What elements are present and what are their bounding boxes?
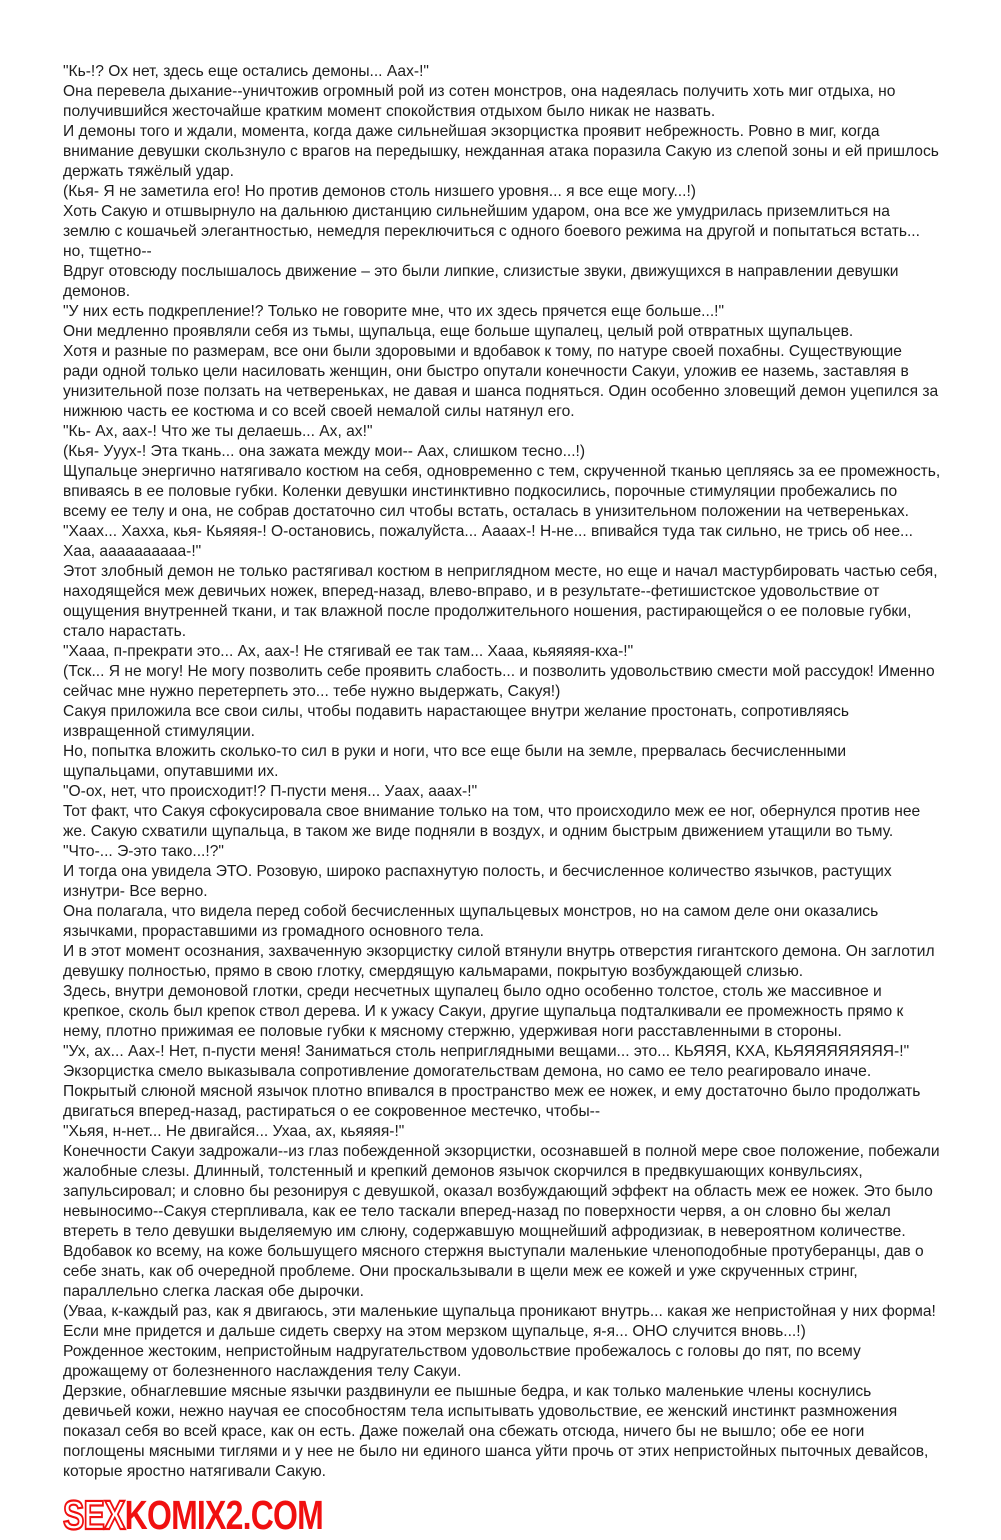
- paragraph: Экзорцистка смело выказывала сопротивление домогательствам демона, но само ее тело реагировало иначе.: [63, 1063, 872, 1080]
- paragraph: (Кья- Ууух-! Эта ткань... она зажата между мои-- Аах, слишком тесно...!): [63, 443, 586, 460]
- paragraph: Щупальце энергично натягивало костюм на себя, одновременно с тем, скрученной тканью цепляясь за ее промежность, впиваясь в ее половые губки. Коленки девушки инстинктивно подкосились, порочные стимуляции пробежались по всему ее телу и она, не собрав достаточно сил чтобы встать, осталась в унизительном положении на четвереньках.: [63, 463, 941, 520]
- paragraph: Дерзкие, обнаглевшие мясные язычки раздвинули ее пышные бедра, и как только маленькие члены коснулись девичьей кожи, нежно научая ее способностям тела испытывать удовольствие, ее женский инстинкт размножения показал себя во всей красе, как он есть. Даже пожелай она сбежать отсюда, ничего бы не вышло; обе ее ноги поглощены мясными тиглями и у нее не было ни единого шанса уйти прочь от этих непристойных пыточных девайсов, которые яростно натягивали Сакую.: [63, 1383, 929, 1480]
- paragraph: "Ух, ах... Аах-! Нет, п-пусти меня! Заниматься столь неприглядными вещами... это... КЬЯЯЯ, КХА, КЬЯЯЯЯЯЯЯЯЯ-!": [63, 1043, 910, 1060]
- story-text: [63, 62, 941, 1482]
- logo-sex-text: SEX: [63, 1492, 125, 1538]
- paragraph: Рожденное жестоким, непристойным надругательством удовольствие пробежалось с головы до пят, по всему дрожащему от болезненного наслаждения телу Сакуи.: [63, 1343, 861, 1380]
- paragraph: "Кь-!? Ох нет, здесь еще остались демоны... Аах-!": [63, 63, 429, 80]
- paragraph: И демоны того и ждали, момента, когда даже сильнейшая экзорцистка проявит небрежность. Ровно в миг, когда внимание девушки скользнуло с врагов на передышку, нежданная атака поразила Сакую из слепой зоны и ей пришлось держать тяжёлый удар.: [63, 123, 939, 180]
- paragraph: И в этот момент осознания, захваченную экзорцистку силой втянули внутрь отверстия гигантского демона. Он заглотил девушку полностью, прямо в свою глотку, смердящую кальмарами, покрытую возбуждающей слизью.: [63, 943, 935, 980]
- site-logo-text[interactable]: [63, 1492, 323, 1538]
- paragraph: Вдобавок ко всему, на коже большущего мясного стержня выступали маленькие членоподобные протуберанцы, дав о себе знать, как об очередной проблеме. Они проскальзывали в щели меж ее кожей и уже скрученных стринг, параллельно слегка лаская обе дырочки.: [63, 1243, 924, 1300]
- paragraph: Но, попытка вложить сколько-то сил в руки и ноги, что все еще были на земле, прервалась бесчисленными щупальцами, опутавшими их.: [63, 743, 847, 780]
- paragraph: "Хаах... Хахха, кья- Кьяяяя-! О-остановись, пожалуйста... Аааах-! Н-не... впивайся туда так сильно, не трись об нее... Хаа, аааааааааа-!": [63, 523, 913, 560]
- paragraph: "Кь- Ах, аах-! Что же ты делаешь... Ах, ах!": [63, 423, 373, 440]
- paragraph: "Хааа, п-прекрати это... Ах, аах-! Не стягивай ее так там... Хааа, кьяяяяя-кха-!": [63, 643, 634, 660]
- paragraph: Она полагала, что видела перед собой бесчисленных щупальцевых монстров, но на самом деле они оказались язычками, прораставшими из громадного основного тела.: [63, 903, 879, 940]
- paragraph: Хотя и разные по размерам, все они были здоровыми и вдобавок к тому, по натуре своей похабны. Существующие ради одной только цели насиловать женщин, они быстро опутали конечности Сакуи, уложив ее наземь, заставляя в унизительной позе ползать на четвереньках, не давая и шанса подняться. Один особенно зловещий демон уцепился за нижнюю часть ее костюма и со всей своей немалой силы натянул его.: [63, 343, 939, 420]
- paragraph: "Что-... Э-это тако...!?": [63, 843, 224, 860]
- paragraph: Конечности Сакуи задрожали--из глаз побежденной экзорцистки, осознавшей в полной мере свое положение, побежали жалобные слезы. Длинный, толстенный и крепкий демонов язычок скорчился в предвкушающих конвульсиях, запульсировал; и словно бы резонируя с девушкой, оказал возбуждающий эффект на область меж ее ножек. Это было невыносимо--Сакуя стерпливала, как ее тело таскали вперед-назад по поверхности червя, а он словно бы желал втереть в тело девушки выделяемую им слюну, содержавшую мощнейший афродизиак, в невероятном количестве.: [63, 1143, 940, 1240]
- paragraph: "Хьяя, н-нет... Не двигайся... Ухаа, ах, кьяяяя-!": [63, 1123, 405, 1140]
- paragraph: "У них есть подкрепление!? Только не говорите мне, что их здесь прячется еще больше...!": [63, 303, 725, 320]
- site-logo[interactable]: [63, 1492, 941, 1540]
- paragraph: (Кья- Я не заметила его! Но против демонов столь низшего уровня... я все еще могу...!): [63, 183, 696, 200]
- paragraph: Они медленно проявляли себя из тьмы, щупальца, еще больше щупалец, целый рой отвратных щупальцев.: [63, 323, 854, 340]
- paragraph: (Тск... Я не могу! Не могу позволить себе проявить слабость... и позволить удовольствию смести мой рассудок! Именно сейчас мне нужно перетерпеть это... тебе нужно выдержать, Сакуя!): [63, 663, 935, 700]
- logo-komix-text: KOMIX2.COM: [124, 1492, 323, 1538]
- paragraph: Этот злобный демон не только растягивал костюм в неприглядном месте, но еще и начал мастурбировать частью себя, находящейся меж девичьих ножек, вперед-назад, влево-вправо, и в результате--фетишистское удовольствие от ощущения внутренней ткани, и так влажной после продолжительного ношения, растирающейся о ее половые губки, стало нарастать.: [63, 563, 938, 640]
- paragraph: И тогда она увидела ЭТО. Розовую, широко распахнутую полость, и бесчисленное количество язычков, растущих изнутри- Все верно.: [63, 863, 892, 900]
- paragraph: Сакуя приложила все свои силы, чтобы подавить нарастающее внутри желание простонать, сопротивляясь извращенной стимуляции.: [63, 703, 849, 740]
- paragraph: Покрытый слюной мясной язычок плотно впивался в пространство меж ее ножек, и ему достаточно было продолжать двигаться вперед-назад, растираться о ее сокровенное местечко, чтобы--: [63, 1083, 921, 1120]
- paragraph: (Уваа, к-каждый раз, как я двигаюсь, эти маленькие щупальца проникают внутрь... какая же непристойная у них форма! Если мне придется и дальше сидеть сверху на этом мерзком щупальце, я-я... ОНО случится вновь...!): [63, 1303, 936, 1340]
- paragraph: Хоть Сакую и отшвырнуло на дальнюю дистанцию сильнейшим ударом, она все же умудрилась приземлиться на землю с кошачьей элегантностью, немедля переключиться с одного боевого режима на другой и попытаться встать... но, тщетно--: [63, 203, 920, 260]
- paragraph: Тот факт, что Сакуя сфокусировала свое внимание только на том, что происходило меж ее ног, обернулся против нее же. Сакую схватили щупальца, в таком же виде подняли в воздух, и одним быстрым движением утащили во тьму.: [63, 803, 921, 840]
- paragraph: Вдруг отовсюду послышалось движение – это были липкие, слизистые звуки, движущихся в направлении девушки демонов.: [63, 263, 899, 300]
- paragraph: Она перевела дыхание--уничтожив огромный рой из сотен монстров, она надеялась получить хоть миг отдыха, но получившийся жесточайше кратким момент спокойствия отдыхом было никак не назвать.: [63, 83, 896, 120]
- paragraph: Здесь, внутри демоновой глотки, среди несчетных щупалец было одно особенно толстое, столь же массивное и крепкое, сколь был крепок ствол дерева. И к ужасу Сакуи, другие щупальца подталкивали ее промежность прямо к нему, плотно прижимая ее половые губки к мясному стержню, удерживая ноги расставленными в стороны.: [63, 983, 904, 1040]
- paragraph: "О-ох, нет, что происходит!? П-пусти меня... Уаах, ааах-!": [63, 783, 478, 800]
